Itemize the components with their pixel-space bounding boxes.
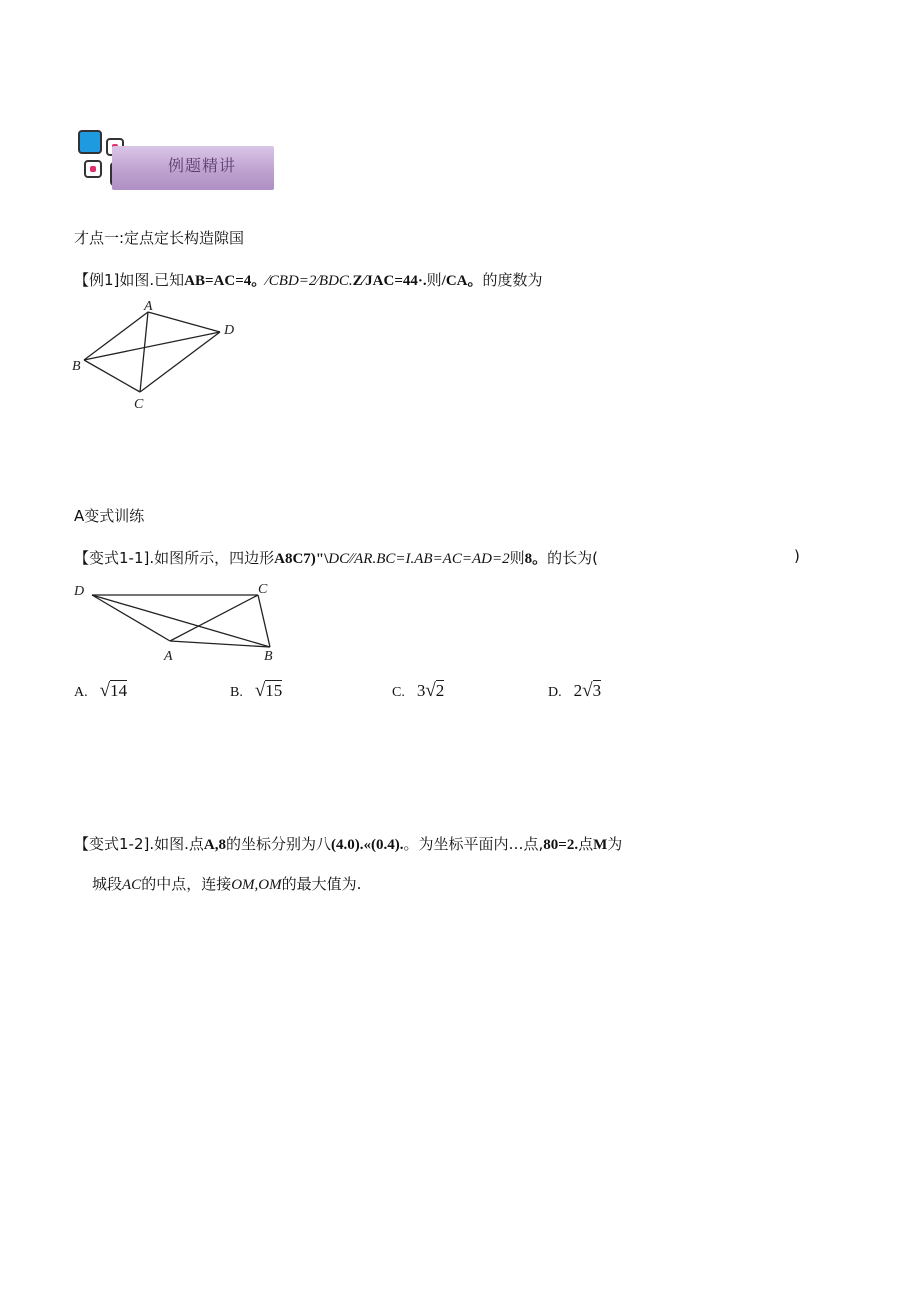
option-c-coef: 3 — [416, 681, 426, 700]
variant12-line2-italic2: OM,OM — [231, 877, 282, 893]
variant12-line2-prefix: 城段 — [92, 875, 123, 893]
sqrt-icon: √ — [99, 680, 111, 701]
variant11-label-d: D — [74, 584, 85, 599]
variant12-line2-mid: 的中点，连接 — [141, 875, 232, 893]
option-a[interactable] — [74, 680, 127, 702]
example1-question — [74, 269, 543, 290]
example1-label-d: D — [224, 323, 235, 338]
example1-bold2: Z∕JAC=44·. — [352, 273, 427, 289]
example1-mid: 则 — [426, 271, 442, 289]
option-c[interactable] — [392, 680, 444, 702]
sqrt-icon: √ — [582, 680, 593, 701]
option-b-radicand: 15 — [265, 681, 283, 700]
option-c-letter: C. — [392, 685, 405, 700]
option-d[interactable] — [548, 680, 601, 702]
section2-heading: A变式训练 — [74, 507, 145, 525]
variant12-line2 — [92, 873, 361, 894]
example1-label-c: C — [134, 397, 144, 412]
example1-prefix: 【例1]如图.已知 — [74, 271, 185, 289]
option-b[interactable] — [230, 680, 282, 702]
option-a-radicand: 14 — [110, 681, 128, 700]
option-d-letter: D. — [548, 685, 562, 700]
variant12-suffix: 为 — [607, 835, 623, 853]
variant11-figure — [68, 578, 288, 664]
variant12-mid1: 的坐标分别为八 — [225, 835, 331, 853]
variant11-label-a: A — [164, 649, 173, 664]
variant11-close-paren: ) — [794, 547, 800, 565]
variant12-bold2: (4.0).«(0.4). — [331, 837, 404, 853]
variant11-bold2: 8。 — [524, 551, 548, 567]
sqrt-icon: √ — [254, 680, 266, 701]
example1-label-b: B — [72, 359, 81, 374]
variant12-mid3: 点 — [578, 835, 594, 853]
variant11-bold1: A8C7)"\ — [274, 551, 329, 567]
section1-heading: 才点一:定点定长构造隙国 — [74, 229, 245, 247]
example1-italic1: ∕CBD=2∕BDC. — [266, 273, 353, 289]
variant11-italic1: DC∕∕AR.BC=I.AB=AC=AD=2 — [328, 551, 510, 567]
banner-square-blue-1 — [78, 130, 102, 154]
variant11-suffix: 的长为( — [547, 549, 598, 567]
example1-bold3: /CA。 — [441, 273, 483, 289]
option-d-radicand: 3 — [592, 681, 602, 700]
option-a-letter: A. — [74, 685, 88, 700]
variant12-prefix: 【变式1-2].如图.点 — [74, 835, 204, 853]
banner-title: 例题精讲 — [168, 156, 237, 175]
variant12-bold4: M — [593, 837, 608, 853]
variant12-line2-italic1: AC — [122, 877, 142, 893]
variant12-bold3: 80=2. — [543, 837, 579, 853]
variant11-question — [74, 547, 598, 568]
variant11-label-c: C — [258, 582, 268, 597]
variant11-mid: 则 — [509, 549, 525, 567]
variant11-label-b: B — [264, 649, 273, 664]
banner-square-pink-2 — [84, 160, 102, 178]
example1-bold1: AB=AC=4。 — [184, 273, 267, 289]
sqrt-icon: √ — [425, 680, 436, 701]
variant12-mid2: 。为坐标平面内…点, — [403, 835, 544, 853]
variant12-bold1: A,8 — [203, 837, 226, 853]
option-c-radicand: 2 — [435, 681, 445, 700]
variant12-line1 — [74, 833, 622, 854]
variant11-prefix: 【变式1-1].如图所示，四边形 — [74, 549, 275, 567]
variant12-line2-suffix: 的最大值为. — [281, 875, 362, 893]
example1-figure — [68, 296, 258, 416]
example1-suffix: 的度数为 — [482, 271, 543, 289]
option-d-coef: 2 — [573, 681, 583, 700]
option-b-letter: B. — [230, 685, 243, 700]
example1-label-a: A — [144, 299, 153, 314]
